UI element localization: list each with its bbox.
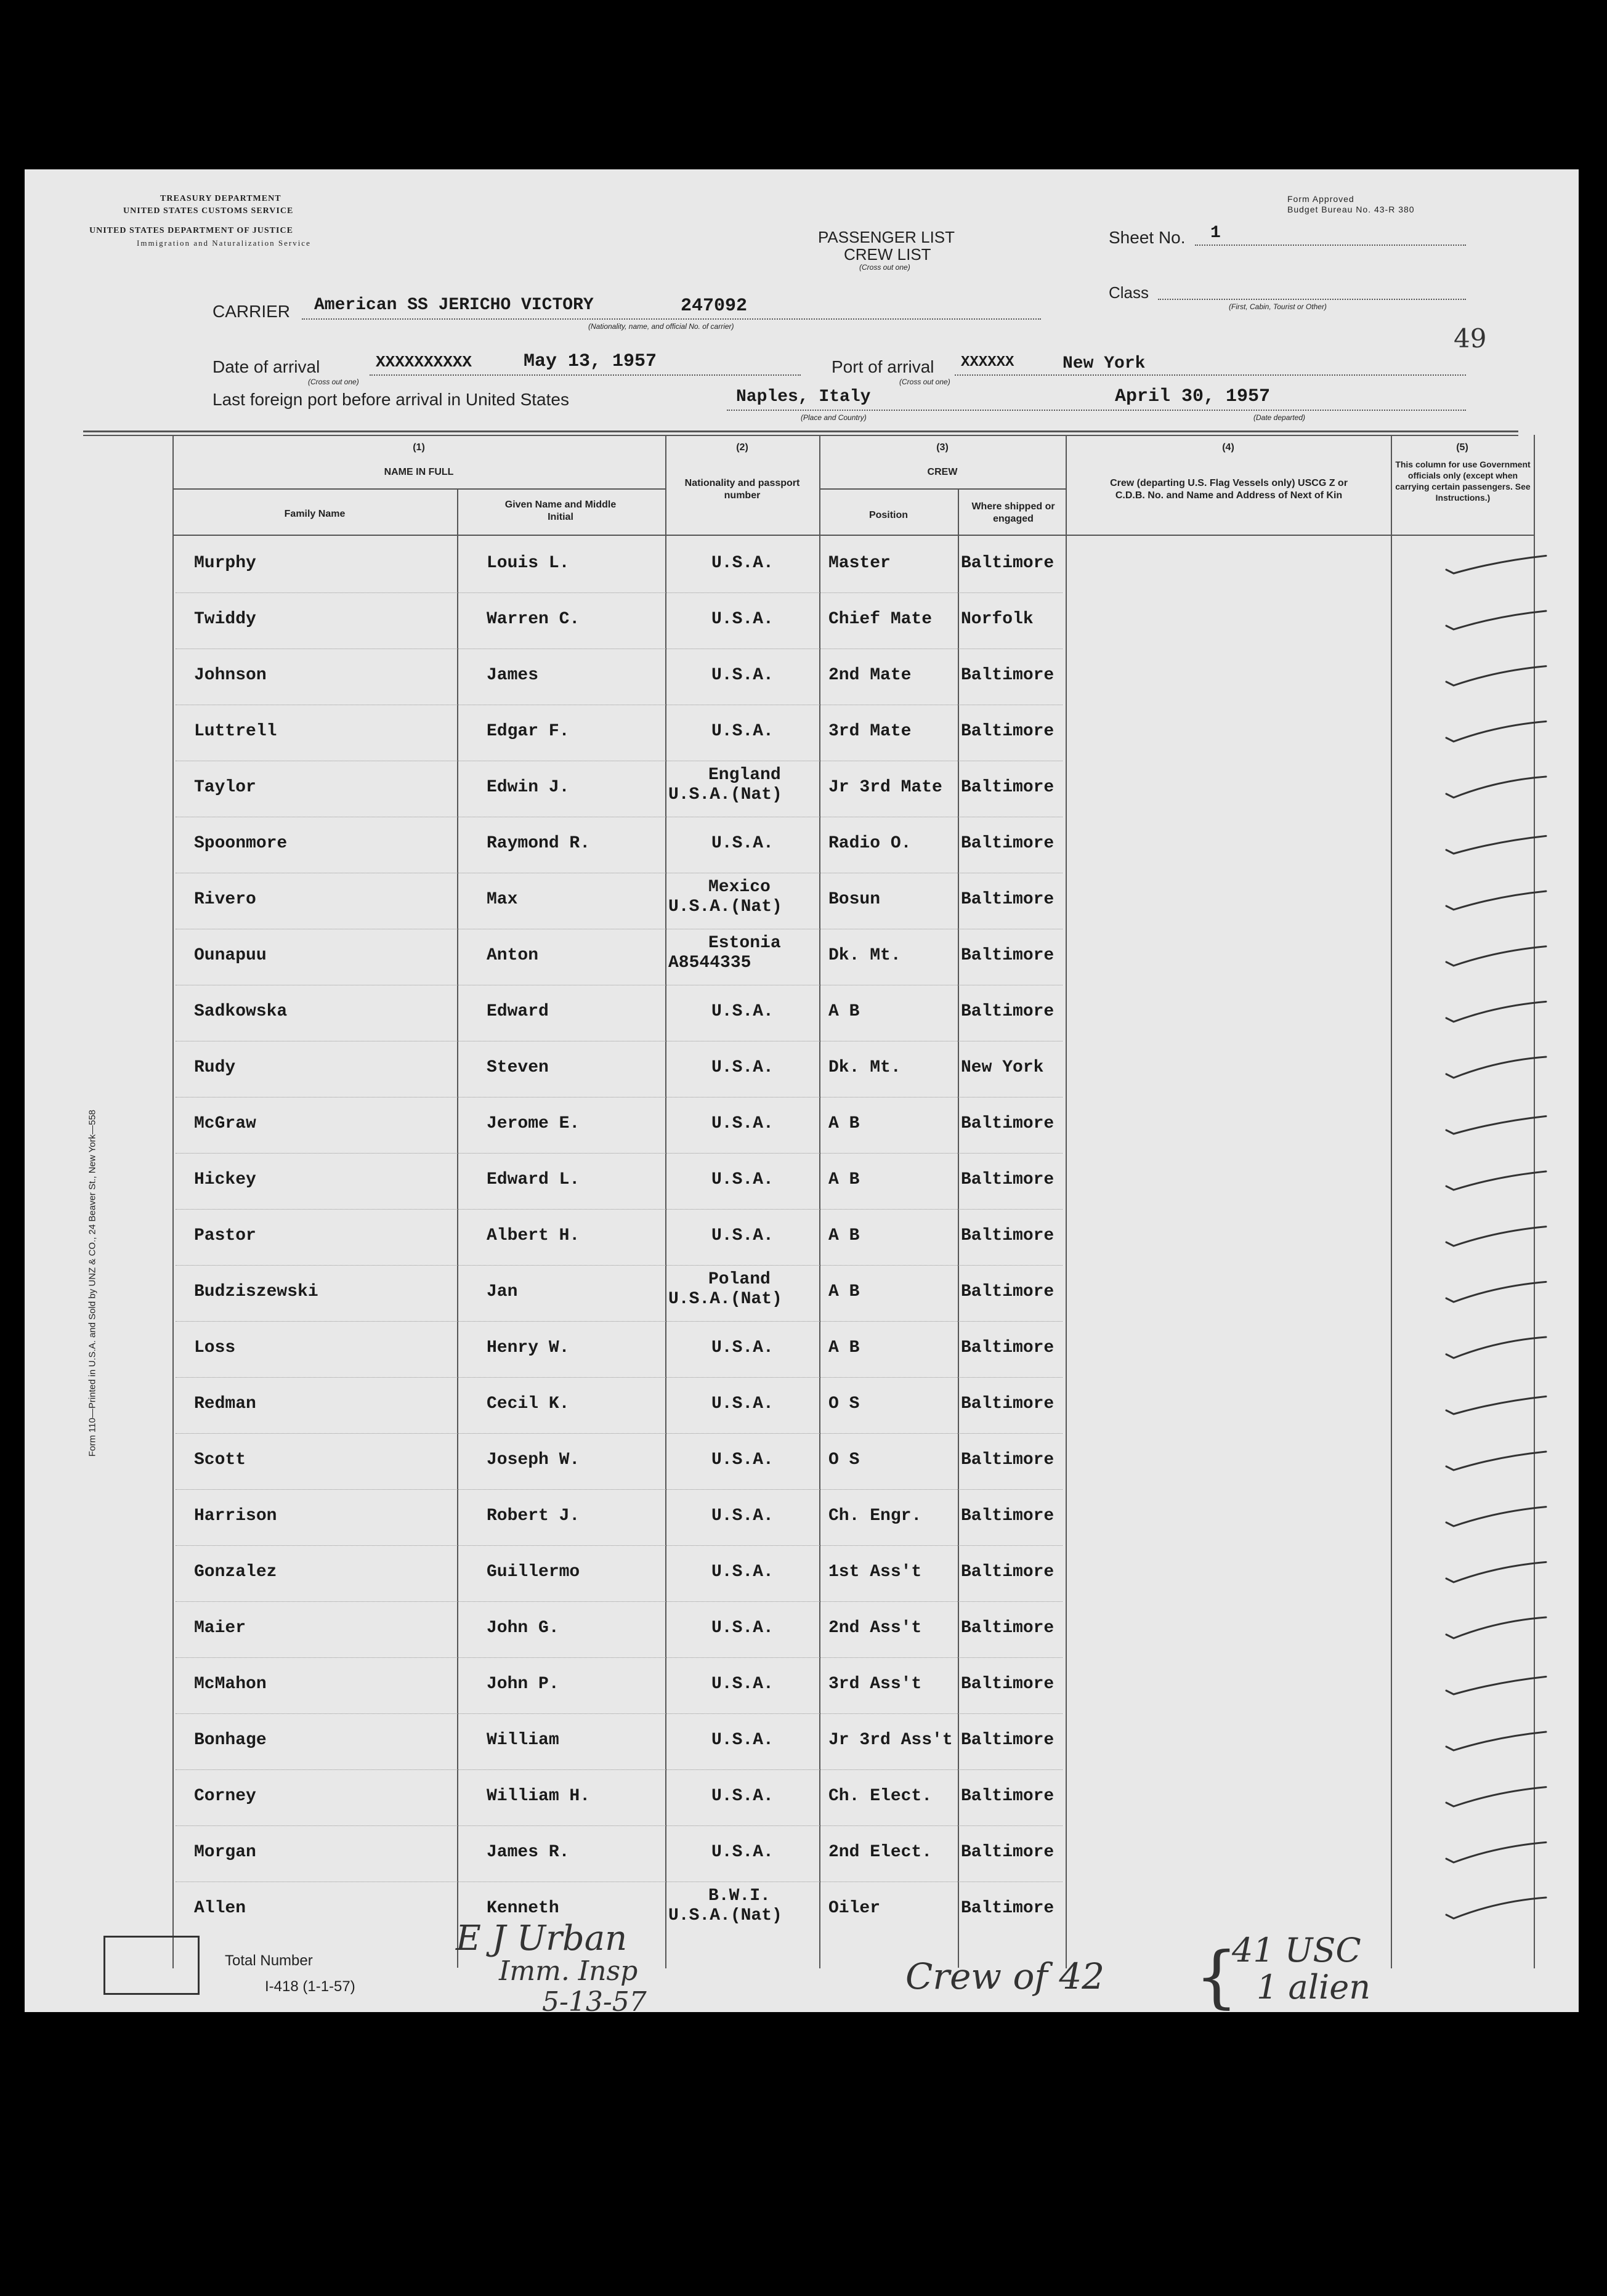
- sign-date: 5-13-57: [542, 1986, 647, 2018]
- table-row: [25, 1099, 1534, 1155]
- col5-title: This column for use Government officials only (except when carrying certain passengers. See Instructions.): [1395, 459, 1531, 503]
- row-divider: [176, 592, 1063, 593]
- family-name: Scott: [194, 1450, 246, 1469]
- row-divider: [176, 1825, 1063, 1826]
- port-value: New York: [1063, 354, 1146, 373]
- family-name: Luttrell: [194, 722, 277, 741]
- position: Oiler: [828, 1899, 881, 1918]
- class-label: Class: [1109, 283, 1149, 302]
- nationality: U.S.A.: [711, 666, 774, 685]
- shipped-at: Baltimore: [961, 1899, 1054, 1918]
- family-name: Johnson: [194, 666, 267, 685]
- given-name: Anton: [487, 946, 539, 965]
- col1-title: NAME IN FULL: [384, 467, 454, 477]
- given-name: James R.: [487, 1843, 570, 1862]
- nationality: U.S.A.: [711, 554, 774, 573]
- given-name: Louis L.: [487, 554, 570, 573]
- given-name: William: [487, 1731, 559, 1750]
- official-checkmark: [1441, 1666, 1558, 1703]
- sheet-underline: [1195, 245, 1466, 246]
- class-underline: [1158, 299, 1466, 300]
- dept-line-1: TREASURY DEPARTMENT: [160, 194, 281, 203]
- departed-value: April 30, 1957: [1115, 386, 1271, 407]
- col1-number: (1): [413, 442, 425, 453]
- table-row: [25, 595, 1534, 651]
- position: 2nd Ass't: [828, 1619, 922, 1638]
- position: 2nd Elect.: [828, 1843, 933, 1862]
- family-name: Rivero: [194, 890, 256, 909]
- shipped-at: Baltimore: [961, 666, 1054, 685]
- shipped-heading: Where shipped or engaged: [971, 501, 1055, 524]
- official-checkmark: [1441, 657, 1558, 694]
- nationality: U.S.A.: [711, 1058, 774, 1077]
- shipped-at: Baltimore: [961, 1338, 1054, 1357]
- table-row: [25, 1492, 1534, 1548]
- official-checkmark: [1441, 769, 1558, 806]
- name-subheader-rule: [172, 488, 665, 490]
- shipped-at: Baltimore: [961, 1450, 1054, 1469]
- table-row: [25, 1380, 1534, 1436]
- shipped-at: New York: [961, 1058, 1044, 1077]
- dept-line-3: UNITED STATES DEPARTMENT OF JUSTICE: [89, 226, 293, 235]
- given-name: Albert H.: [487, 1226, 580, 1245]
- table-row: [25, 1660, 1534, 1716]
- col3-title: CREW: [927, 467, 958, 477]
- position: Jr 3rd Mate: [828, 778, 942, 797]
- port-crossed: XXXXXX: [961, 354, 1014, 371]
- nationality: U.S.A.: [711, 1170, 774, 1189]
- family-name: McGraw: [194, 1114, 256, 1133]
- col4-title: Crew (departing U.S. Flag Vessels only) USCG Z or C.D.B. No. and Name and Address of Next of Kin: [1110, 478, 1348, 501]
- crew-list-title: CREW LIST: [844, 245, 931, 264]
- family-name: Loss: [194, 1338, 236, 1357]
- family-name-heading: Family Name: [284, 509, 346, 519]
- table-row: [25, 1716, 1534, 1772]
- table-row: [25, 651, 1534, 707]
- family-name: Gonzalez: [194, 1562, 277, 1582]
- nationality: U.S.A.: [711, 1226, 774, 1245]
- position: A B: [828, 1114, 860, 1133]
- row-divider: [176, 1489, 1063, 1490]
- shipped-at: Baltimore: [961, 890, 1054, 909]
- port-note: (Cross out one): [899, 378, 950, 386]
- official-checkmark: [1441, 1554, 1558, 1591]
- position: 2nd Mate: [828, 666, 912, 685]
- nationality: U.S.A.: [711, 1394, 774, 1413]
- given-name: John P.: [487, 1675, 559, 1694]
- official-checkmark: [1441, 1722, 1558, 1759]
- position: Master: [828, 554, 891, 573]
- table-row: [25, 1267, 1534, 1324]
- family-name: McMahon: [194, 1675, 267, 1694]
- shipped-at: Norfolk: [961, 610, 1034, 629]
- shipped-at: Baltimore: [961, 946, 1054, 965]
- family-name: Hickey: [194, 1170, 256, 1189]
- arrival-value: May 13, 1957: [524, 351, 657, 372]
- official-checkmark: [1441, 1330, 1558, 1367]
- position: Radio O.: [828, 834, 912, 853]
- family-name: Sadkowska: [194, 1002, 288, 1021]
- given-name: William H.: [487, 1787, 591, 1806]
- shipped-at: Baltimore: [961, 1394, 1054, 1413]
- nationality: U.S.A.: [711, 1787, 774, 1806]
- side-note: Form 110—Printed in U.S.A. and Sold by UNZ & CO., 24 Beaver St., New York—558: [87, 1109, 98, 1457]
- official-checkmark: [1441, 1890, 1558, 1927]
- position: A B: [828, 1338, 860, 1357]
- table-row: [25, 539, 1534, 595]
- given-name: Kenneth: [487, 1899, 559, 1918]
- col2-number: (2): [736, 442, 748, 453]
- family-name: Maier: [194, 1619, 246, 1638]
- position: O S: [828, 1450, 860, 1469]
- given-name: Edward L.: [487, 1170, 580, 1189]
- page-number: 49: [1454, 323, 1487, 354]
- family-name: Bonhage: [194, 1731, 267, 1750]
- nationality: England: [708, 766, 781, 785]
- row-divider: [176, 1265, 1063, 1266]
- family-name: Spoonmore: [194, 834, 288, 853]
- carrier-note: (Nationality, name, and official No. of carrier): [588, 322, 734, 331]
- carrier-underline: [302, 318, 1041, 320]
- shipped-at: Baltimore: [961, 722, 1054, 741]
- family-name: Ounapuu: [194, 946, 267, 965]
- nationality: U.S.A.: [711, 834, 774, 853]
- official-checkmark: [1441, 601, 1558, 638]
- nationality: U.S.A.: [711, 1619, 774, 1638]
- shipped-at: Baltimore: [961, 834, 1054, 853]
- shipped-at: Baltimore: [961, 1619, 1054, 1638]
- table-row: [25, 931, 1534, 987]
- given-name: Joseph W.: [487, 1450, 580, 1469]
- row-divider: [176, 1377, 1063, 1378]
- position: 1st Ass't: [828, 1562, 922, 1582]
- departed-note: (Date departed): [1253, 413, 1306, 422]
- total-number-box: [103, 1936, 200, 1995]
- total-number-label: Total Number: [225, 1952, 313, 1969]
- position: Dk. Mt.: [828, 1058, 901, 1077]
- official-checkmark: [1441, 881, 1558, 918]
- given-name: Edgar F.: [487, 722, 570, 741]
- official-checkmark: [1441, 1106, 1558, 1142]
- col5-number: (5): [1456, 442, 1468, 453]
- class-note: (First, Cabin, Tourist or Other): [1229, 302, 1327, 311]
- shipped-at: Baltimore: [961, 1675, 1054, 1694]
- arrival-underline: [370, 374, 801, 376]
- row-divider: [176, 1713, 1063, 1714]
- carrier-number: 247092: [681, 296, 748, 317]
- given-name: Warren C.: [487, 610, 580, 629]
- passenger-list-title: PASSENGER LIST: [818, 228, 955, 246]
- port-label: Port of arrival: [832, 357, 934, 376]
- shipped-at: Baltimore: [961, 1787, 1054, 1806]
- table-row: [25, 1548, 1534, 1604]
- nationality: U.S.A.: [711, 1338, 774, 1357]
- family-name: Murphy: [194, 554, 256, 573]
- nationality: U.S.A.: [711, 1450, 774, 1469]
- nationality-detail: U.S.A.(Nat): [668, 897, 782, 916]
- given-name: Edward: [487, 1002, 549, 1021]
- shipped-at: Baltimore: [961, 1282, 1054, 1301]
- given-name: Cecil K.: [487, 1394, 570, 1413]
- nationality-detail: U.S.A.(Nat): [668, 785, 782, 804]
- form-page: [25, 169, 1579, 2018]
- shipped-at: Baltimore: [961, 1002, 1054, 1021]
- port-underline: [955, 374, 1466, 376]
- crew-subheader-rule: [819, 488, 1066, 490]
- official-checkmark: [1441, 1778, 1558, 1815]
- official-checkmark: [1441, 1274, 1558, 1311]
- crew-brace: {: [1195, 1937, 1238, 2016]
- shipped-at: Baltimore: [961, 1226, 1054, 1245]
- shipped-at: Baltimore: [961, 1562, 1054, 1582]
- family-name: Allen: [194, 1899, 246, 1918]
- last-port-label: Last foreign port before arrival in United States: [213, 390, 569, 409]
- official-checkmark: [1441, 713, 1558, 750]
- col3-number: (3): [936, 442, 949, 453]
- position: Ch. Engr.: [828, 1506, 922, 1526]
- official-checkmark: [1441, 937, 1558, 974]
- table-top-rule: [83, 430, 1518, 432]
- position-heading: Position: [868, 510, 909, 520]
- table-row: [25, 875, 1534, 931]
- given-name: Edwin J.: [487, 778, 570, 797]
- signature: E J Urban: [456, 1918, 628, 1958]
- given-name: John G.: [487, 1619, 559, 1638]
- row-divider: [176, 1153, 1063, 1154]
- nationality-detail: A8544335: [668, 953, 751, 972]
- table-row: [25, 819, 1534, 875]
- official-checkmark: [1441, 1218, 1558, 1255]
- nationality-detail: U.S.A.(Nat): [668, 1906, 782, 1925]
- nationality: B.W.I.: [708, 1886, 771, 1906]
- family-name: Taylor: [194, 778, 256, 797]
- table-row: [25, 1772, 1534, 1828]
- family-name: Redman: [194, 1394, 256, 1413]
- shipped-at: Baltimore: [961, 1114, 1054, 1133]
- row-divider: [176, 1657, 1063, 1658]
- form-approved: Form Approved: [1287, 194, 1354, 204]
- position: Bosun: [828, 890, 881, 909]
- table-row: [25, 987, 1534, 1043]
- position: A B: [828, 1170, 860, 1189]
- family-name: Twiddy: [194, 610, 256, 629]
- family-name: Corney: [194, 1787, 256, 1806]
- crew-breakdown-1: 41 USC: [1232, 1931, 1361, 1970]
- budget-bureau: Budget Bureau No. 43-R 380: [1287, 204, 1415, 214]
- table-row: [25, 1436, 1534, 1492]
- row-divider: [176, 1545, 1063, 1546]
- position: Jr 3rd Ass't: [828, 1731, 953, 1750]
- nationality: U.S.A.: [711, 722, 774, 741]
- position: Chief Mate: [828, 610, 933, 629]
- last-port-note: (Place and Country): [801, 413, 867, 422]
- sheet-label: Sheet No.: [1109, 228, 1186, 247]
- row-divider: [176, 1209, 1063, 1210]
- nationality: U.S.A.: [711, 1114, 774, 1133]
- table-row: [25, 1324, 1534, 1380]
- table-row: [25, 1604, 1534, 1660]
- row-divider: [176, 1433, 1063, 1434]
- dept-line-2: UNITED STATES CUSTOMS SERVICE: [123, 206, 294, 216]
- position: A B: [828, 1002, 860, 1021]
- given-name: Robert J.: [487, 1506, 580, 1526]
- given-name: Jan: [487, 1282, 518, 1301]
- nationality: U.S.A.: [711, 1843, 774, 1862]
- row-divider: [176, 1769, 1063, 1770]
- official-checkmark: [1441, 1834, 1558, 1871]
- col2-title: Nationality and passport number: [684, 478, 800, 501]
- given-name: Jerome E.: [487, 1114, 580, 1133]
- nationality: Estonia: [708, 934, 781, 953]
- carrier-value: American SS JERICHO VICTORY: [314, 296, 594, 315]
- arrival-crossed: XXXXXXXXXX: [376, 353, 472, 371]
- col4-number: (4): [1222, 442, 1234, 453]
- family-name: Budziszewski: [194, 1282, 318, 1301]
- inspector-title: Imm. Insp: [499, 1955, 638, 1987]
- carrier-label: CARRIER: [213, 302, 291, 321]
- position: 3rd Ass't: [828, 1675, 922, 1694]
- header-bottom-rule: [172, 535, 1534, 536]
- given-name: Max: [487, 890, 518, 909]
- position: A B: [828, 1282, 860, 1301]
- nationality-detail: U.S.A.(Nat): [668, 1290, 782, 1309]
- list-note: (Cross out one): [859, 263, 910, 272]
- table-row: [25, 1043, 1534, 1099]
- crew-breakdown-2: 1 alien: [1257, 1968, 1370, 2007]
- position: Ch. Elect.: [828, 1787, 933, 1806]
- table-row: [25, 1155, 1534, 1211]
- shipped-at: Baltimore: [961, 1170, 1054, 1189]
- dept-line-4: Immigration and Naturalization Service: [137, 238, 311, 248]
- family-name: Rudy: [194, 1058, 236, 1077]
- nationality: Poland: [708, 1270, 771, 1289]
- shipped-at: Baltimore: [961, 1843, 1054, 1862]
- family-name: Morgan: [194, 1843, 256, 1862]
- official-checkmark: [1441, 1386, 1558, 1423]
- row-divider: [176, 1321, 1063, 1322]
- position: 3rd Mate: [828, 722, 912, 741]
- shipped-at: Baltimore: [961, 778, 1054, 797]
- official-checkmark: [1441, 1610, 1558, 1647]
- given-name-heading: Given Name and Middle Initial: [504, 499, 617, 522]
- given-name: Henry W.: [487, 1338, 570, 1357]
- position: A B: [828, 1226, 860, 1245]
- given-name: James: [487, 666, 539, 685]
- sheet-value: 1: [1210, 224, 1221, 243]
- table-row: [25, 763, 1534, 819]
- table-row: [25, 707, 1534, 763]
- shipped-at: Baltimore: [961, 554, 1054, 573]
- position: Dk. Mt.: [828, 946, 901, 965]
- nationality: Mexico: [708, 878, 771, 897]
- arrival-label: Date of arrival: [213, 357, 320, 376]
- official-checkmark: [1441, 1162, 1558, 1199]
- nationality: U.S.A.: [711, 1506, 774, 1526]
- official-checkmark: [1441, 825, 1558, 862]
- official-checkmark: [1441, 1498, 1558, 1535]
- table-row: [25, 1211, 1534, 1267]
- last-port-value: Naples, Italy: [736, 387, 871, 406]
- form-code: I-418 (1-1-57): [265, 1978, 355, 1995]
- official-checkmark: [1441, 993, 1558, 1030]
- last-port-underline: [727, 410, 1466, 411]
- official-checkmark: [1441, 1442, 1558, 1479]
- family-name: Pastor: [194, 1226, 256, 1245]
- nationality: U.S.A.: [711, 610, 774, 629]
- table-top-rule-2: [83, 435, 1518, 436]
- shipped-at: Baltimore: [961, 1731, 1054, 1750]
- given-name: Raymond R.: [487, 834, 591, 853]
- official-checkmark: [1441, 545, 1558, 582]
- official-checkmark: [1441, 1049, 1558, 1086]
- shipped-at: Baltimore: [961, 1506, 1054, 1526]
- position: O S: [828, 1394, 860, 1413]
- table-row: [25, 1828, 1534, 1884]
- crew-count-note: Crew of 42: [905, 1955, 1105, 1997]
- nationality: U.S.A.: [711, 1731, 774, 1750]
- row-divider: [176, 1601, 1063, 1602]
- nationality: U.S.A.: [711, 1002, 774, 1021]
- given-name: Steven: [487, 1058, 549, 1077]
- nationality: U.S.A.: [711, 1675, 774, 1694]
- arrival-note: (Cross out one): [308, 378, 359, 386]
- nationality: U.S.A.: [711, 1562, 774, 1582]
- given-name: Guillermo: [487, 1562, 580, 1582]
- family-name: Harrison: [194, 1506, 277, 1526]
